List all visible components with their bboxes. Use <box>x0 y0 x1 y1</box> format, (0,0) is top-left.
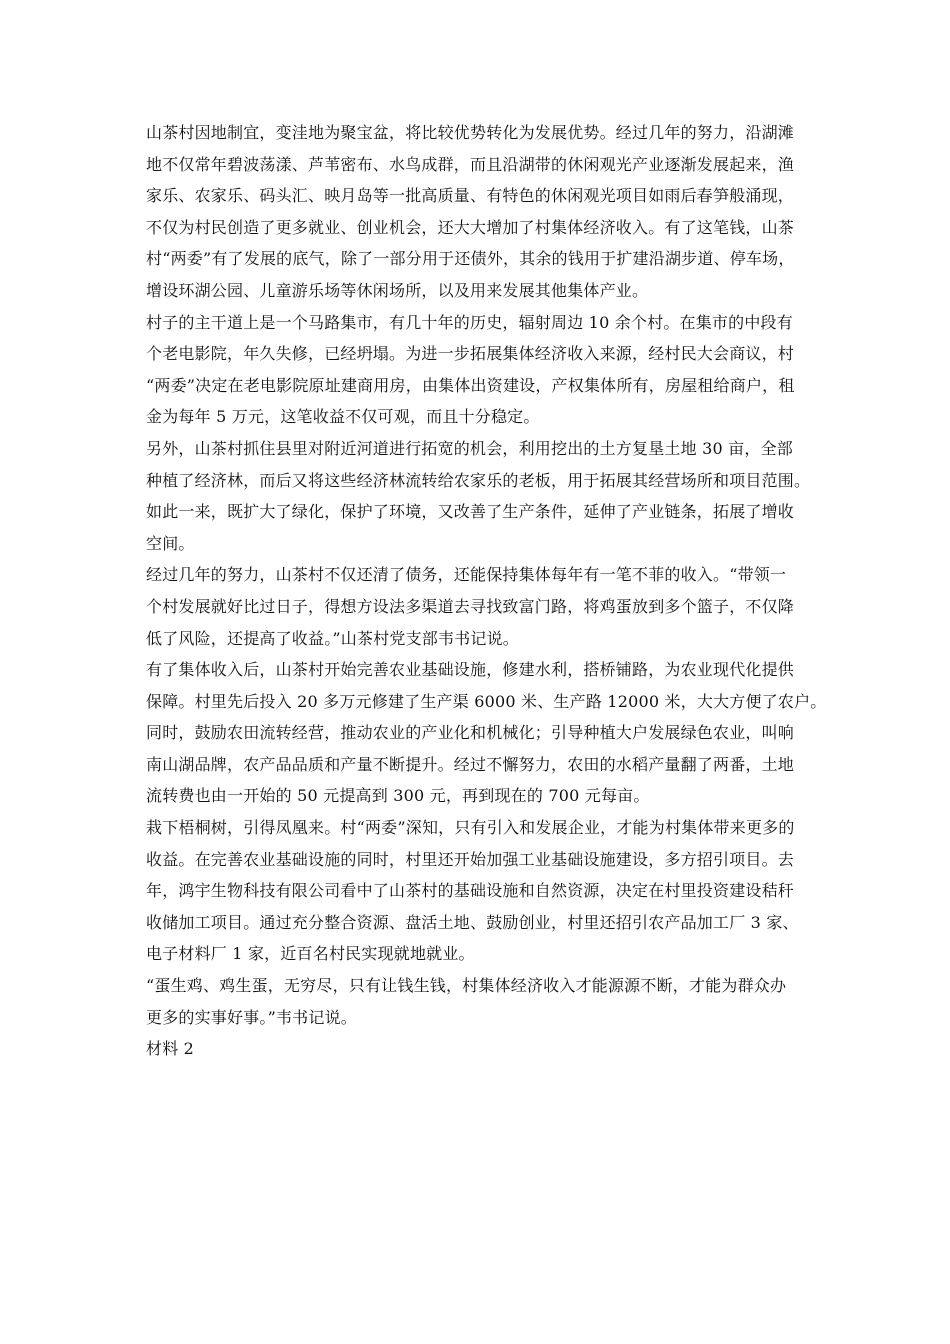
text-line: 流转费也由一开始的 50 元提高到 300 元，再到现在的 700 元每亩。 <box>146 786 650 806</box>
document-body <box>146 117 846 1065</box>
text-line: 年，鸿宇生物科技有限公司看中了山茶村的基础设施和自然资源，决定在村里投资建设秸秆 <box>146 881 795 901</box>
text-line: 栽下梧桐树，引得凤凰来。村“两委”深知，只有引入和发展企业，才能为村集体带来更多的 <box>146 818 795 838</box>
text-line: 村子的主干道上是一个马路集市，有几十年的历史，辐射周边 10 余个村。在集市的中段有 <box>146 312 793 332</box>
text-line: 种植了经济林，而后又将这些经济林流转给农家乐的老板，用于拓展其经营场所和项目范围。 <box>146 470 811 490</box>
text-line: 个老电影院，年久失修，已经坍塌。为进一步拓展集体经济收入来源，经村民大会商议，村 <box>146 344 795 364</box>
text-line: 地不仅常年碧波荡漾、芦苇密布、水鸟成群，而且沿湖带的休闲观光产业逐渐发展起来，渔 <box>146 154 795 174</box>
text-line: 电子材料厂 1 家，近百名村民实现就地就业。 <box>146 944 475 964</box>
text-line: “两委”决定在老电影院原址建商用房，由集体出资建设，产权集体所有，房屋租给商户，租 <box>146 375 795 395</box>
text-line: 如此一来，既扩大了绿化，保护了环境，又改善了生产条件，延伸了产业链条，拓展了增收 <box>146 502 795 522</box>
text-line: “蛋生鸡、鸡生蛋，无穷尽，只有让钱生钱，村集体经济收入才能源源不断，才能为群众办 <box>146 976 787 996</box>
section-heading: 材料 2 <box>146 1039 195 1059</box>
text-line: 金为每年 5 万元，这笔收益不仅可观，而且十分稳定。 <box>146 407 540 427</box>
text-line: 更多的实事好事。”韦书记说。 <box>146 1007 357 1027</box>
text-line: 不仅为村民创造了更多就业、创业机会，还大大增加了村集体经济收入。有了这笔钱，山茶 <box>146 217 795 237</box>
text-line: 个村发展就好比过日子，得想方设法多渠道去寻找致富门路，将鸡蛋放到多个篮子，不仅降 <box>146 596 795 616</box>
text-line: 收益。在完善农业基础设施的同时，村里还开始加强工业基础设施建设，多方招引项目。去 <box>146 849 795 869</box>
text-line: 增设环湖公园、儿童游乐场等休闲场所，以及用来发展其他集体产业。 <box>146 280 649 300</box>
text-line: 低了风险，还提高了收益。”山茶村党支部韦书记说。 <box>146 628 519 648</box>
text-line: 同时，鼓励农田流转经营，推动农业的产业化和机械化；引导种植大户发展绿色农业，叫响 <box>146 723 795 743</box>
text-line: 南山湖品牌，农产品品质和产量不断提升。经过不懈努力，农田的水稻产量翻了两番，土地 <box>146 754 795 774</box>
text-line: 有了集体收入后，山茶村开始完善农业基础设施，修建水利，搭桥铺路，为农业现代化提供 <box>146 660 795 680</box>
text-line: 空间。 <box>146 533 195 553</box>
text-line: 另外，山茶村抓住县里对附近河道进行拓宽的机会，利用挖出的土方复垦土地 30 亩，全部 <box>146 438 793 458</box>
text-line: 山茶村因地制宜，变洼地为聚宝盆，将比较优势转化为发展优势。经过几年的努力，沿湖滩 <box>146 123 795 142</box>
text-line: 收储加工项目。通过充分整合资源、盘活土地、鼓励创业，村里还招引农产品加工厂 3 家、 <box>146 912 799 932</box>
text-line: 家乐、农家乐、码头汇、映月岛等一批高质量、有特色的休闲观光项目如雨后春笋般涌现， <box>146 186 795 206</box>
text-line: 村“两委”有了发展的底气，除了一部分用于还债外，其余的钱用于扩建沿湖步道、停车场， <box>146 249 795 269</box>
text-line: 经过几年的努力，山茶村不仅还清了债务，还能保持集体每年有一笔不菲的收入。“带领一 <box>146 565 787 585</box>
text-line: 保障。村里先后投入 20 多万元修建了生产渠 6000 米、生产路 12000 米，大大方便了农户。 <box>146 691 827 711</box>
